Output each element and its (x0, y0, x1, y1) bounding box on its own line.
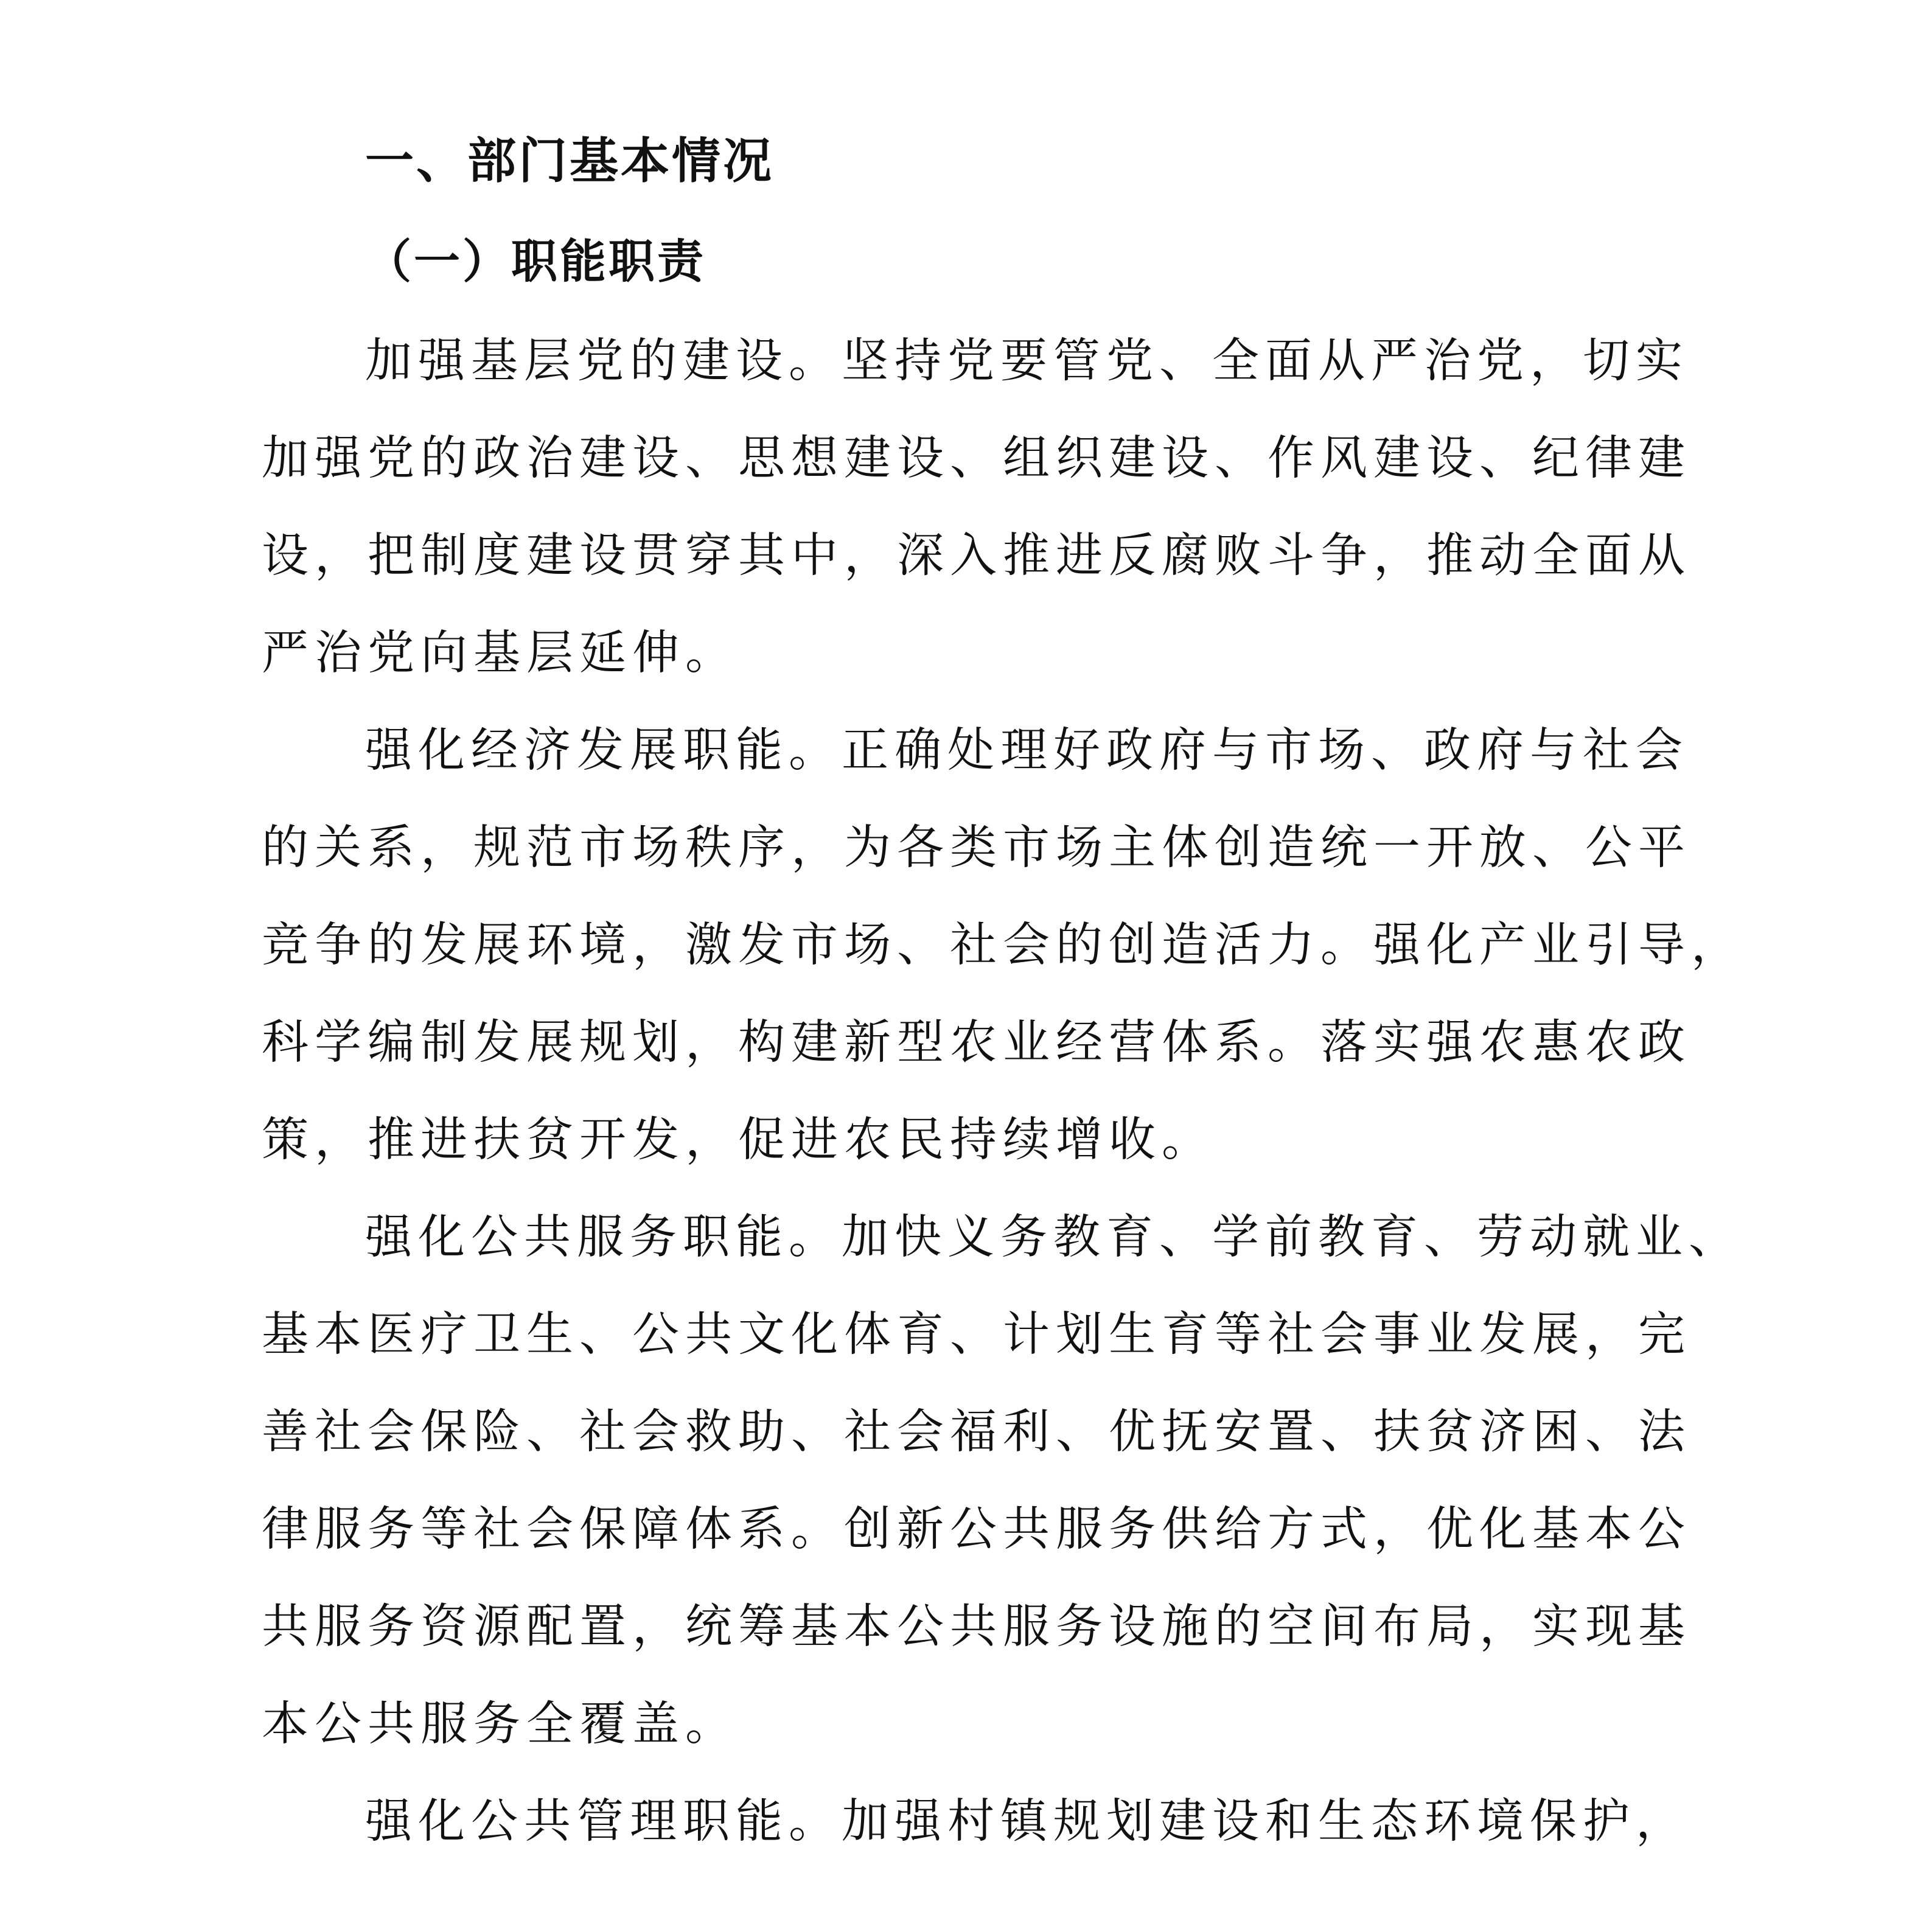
paragraph-1-line-4: 严治党向基层延伸。 (262, 626, 738, 680)
paragraph-2-line-4: 科学编制发展规划，构建新型农业经营体系。落实强农惠农政 (262, 1016, 1691, 1070)
paragraph-3-line-5: 共服务资源配置，统筹基本公共服务设施的空间布局，实现基 (262, 1600, 1691, 1654)
paragraph-4-line-1: 强化公共管理职能。加强村镇规划建设和生态环境保护， (365, 1795, 1689, 1849)
paragraph-2-line-3: 竞争的发展环境，激发市场、社会的创造活力。强化产业引导， (262, 918, 1744, 972)
subsection-heading: （一）职能职责 (365, 234, 706, 288)
paragraph-1-line-2: 加强党的政治建设、思想建设、组织建设、作风建设、纪律建 (262, 431, 1691, 486)
section-heading: 一、部门基本情况 (365, 133, 774, 189)
paragraph-3-line-6: 本公共服务全覆盖。 (262, 1697, 738, 1751)
paragraph-3-line-1: 强化公共服务职能。加快义务教育、学前教育、劳动就业、 (365, 1210, 1742, 1265)
paragraph-2-line-5: 策，推进扶贫开发，促进农民持续增收。 (262, 1113, 1215, 1167)
paragraph-2-line-2: 的关系，规范市场秩序，为各类市场主体创造统一开放、公平 (262, 821, 1691, 875)
paragraph-3-line-4: 律服务等社会保障体系。创新公共服务供给方式，优化基本公 (262, 1502, 1691, 1557)
paragraph-2-line-1: 强化经济发展职能。正确处理好政府与市场、政府与社会 (365, 724, 1689, 778)
paragraph-3-line-2: 基本医疗卫生、公共文化体育、计划生育等社会事业发展，完 (262, 1308, 1691, 1362)
paragraph-3-line-3: 善社会保险、社会救助、社会福利、优抚安置、扶贫济困、法 (262, 1405, 1691, 1459)
paragraph-1-line-3: 设，把制度建设贯穿其中，深入推进反腐败斗争，推动全面从 (262, 529, 1691, 583)
paragraph-1-line-1: 加强基层党的建设。坚持党要管党、全面从严治党，切实 (365, 334, 1689, 388)
